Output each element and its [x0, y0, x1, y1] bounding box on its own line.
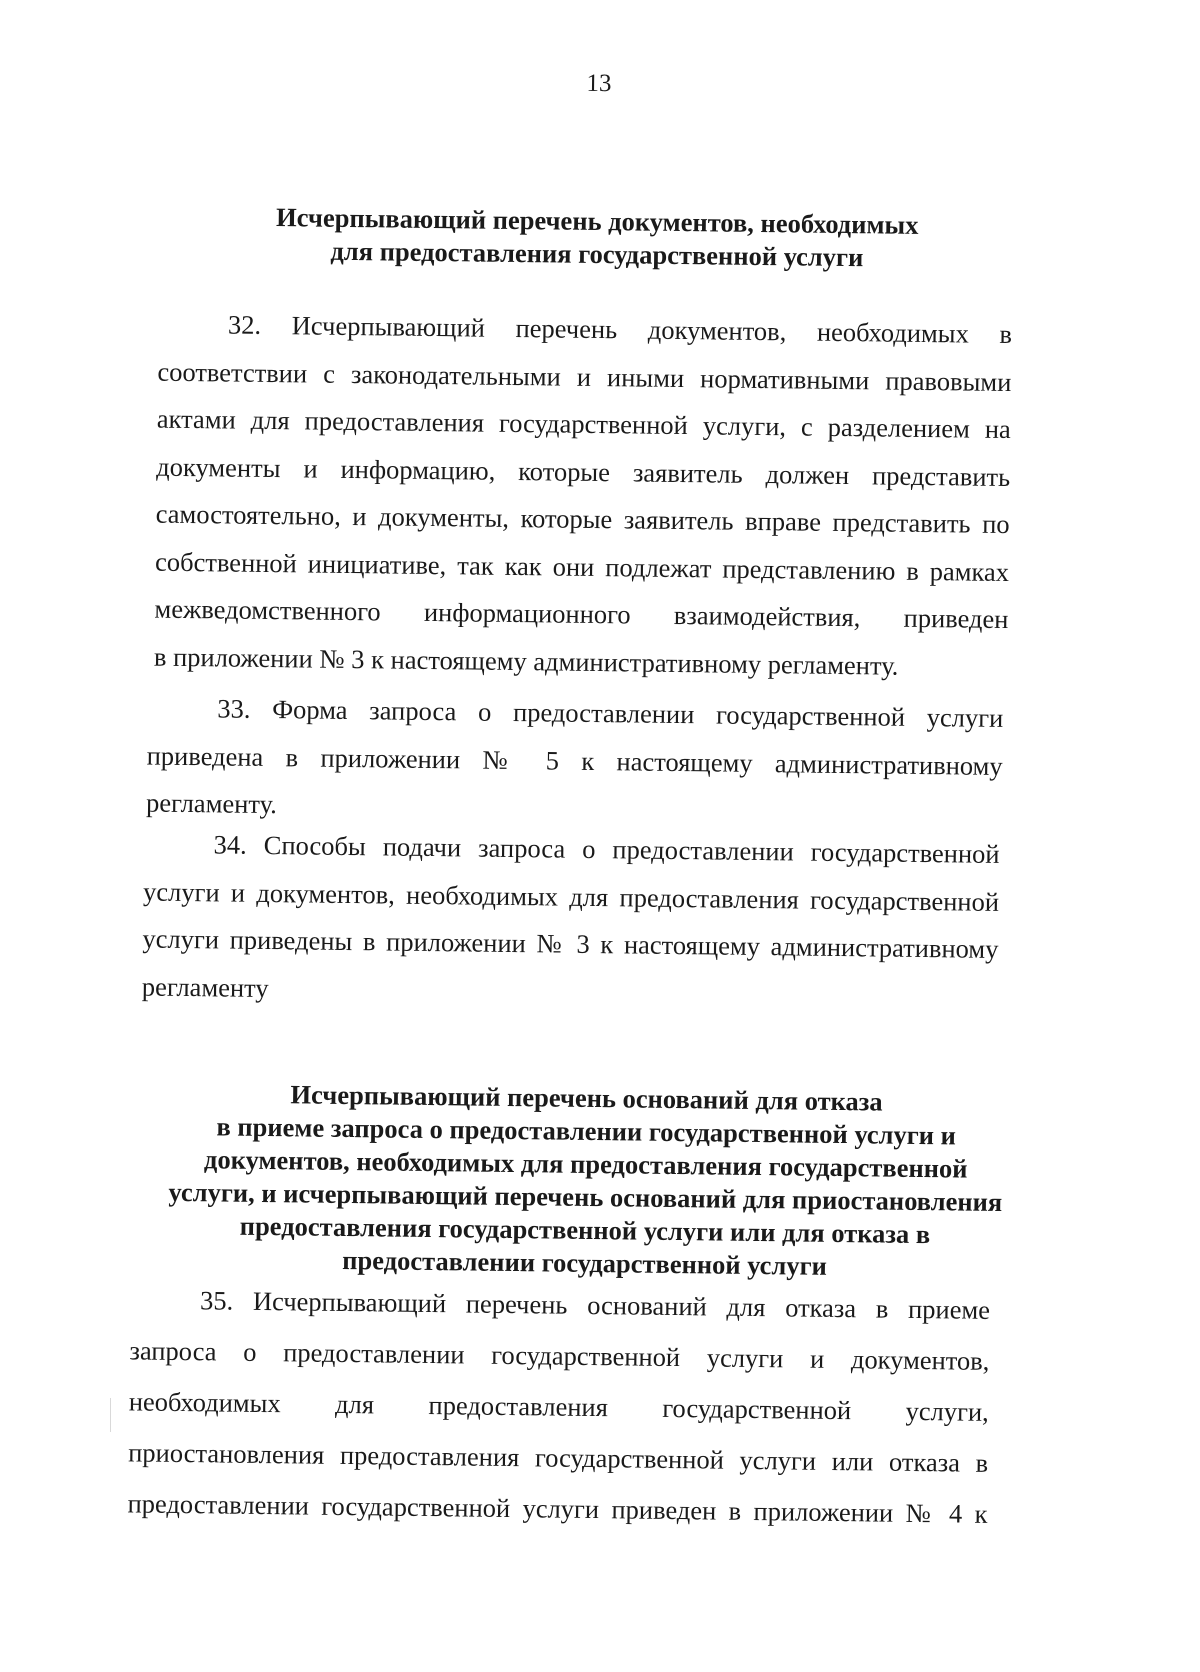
paragraph-line: 34. Способы подачи запроса о предоставлении государственной — [213, 829, 1000, 869]
paragraph-line: соответствии с законодательными и иными нормативными правовыми — [157, 356, 1012, 397]
paragraph-line: приостановления предоставления государственной услуги или отказа в — [128, 1437, 989, 1478]
paragraph-line: межведомственного информационного взаимодействия, приведен — [154, 593, 1009, 635]
paragraph-33 — [146, 685, 1004, 838]
heading-line: услуги, и исчерпывающий перечень оснований для приостановления — [168, 1176, 1003, 1218]
paragraph-line: запроса о предоставлении государственной услуги и документов, — [129, 1335, 990, 1376]
paragraph-line: необходимых для предоставления государственной услуги, — [128, 1386, 989, 1427]
heading-line: Исчерпывающий перечень документов, необходимых — [275, 202, 919, 240]
paragraph-34 — [142, 820, 1000, 1020]
paragraph-35 — [127, 1274, 990, 1539]
heading-line: документов, необходимых для предоставления государственной — [203, 1144, 968, 1184]
paragraph-line: услуги приведены в приложении № 3 к настоящему административному — [142, 923, 999, 964]
paragraph-line: документы и информацию, которые заявитель должен представить — [156, 451, 1011, 492]
paragraph-line: регламенту — [141, 970, 269, 1003]
heading-line: Исчерпывающий перечень оснований для отказа — [290, 1079, 883, 1117]
heading-line: предоставления государственной услуги или для отказа в — [239, 1210, 931, 1250]
heading-line: в приеме запроса о предоставлении государственной услуги и — [216, 1111, 957, 1151]
heading-line: для предоставления государственной услуги — [330, 235, 864, 273]
heading-line: предоставлении государственной услуги — [342, 1244, 828, 1281]
paragraph-line: 32. Исчерпывающий перечень документов, необходимых в — [227, 309, 1013, 350]
paragraph-32 — [154, 301, 1013, 691]
paragraph-line: актами для предоставления государственной услуги, с разделением на — [156, 403, 1011, 445]
scan-artifact-line — [110, 1398, 111, 1432]
section-heading-documents — [0, 198, 1197, 279]
paragraph-line: собственной инициативе, так как они подлежат представлению в рамках — [154, 546, 1010, 587]
paragraph-line: предоставлении государственной услуги приведен в приложении № 4 к — [127, 1488, 988, 1529]
paragraph-line: услуги и документов, необходимых для предоставления государственной — [142, 875, 1000, 917]
page-number: 13 — [586, 69, 612, 98]
paragraph-line: приведена в приложении № 5 к настоящему административному — [146, 740, 1003, 781]
paragraph-line: в приложении № 3 к настоящему административному регламенту. — [153, 641, 899, 681]
paragraph-line: 33. Форма запроса о предоставлении государственной услуги — [217, 693, 1004, 733]
section-heading-refusal-grounds — [0, 1075, 1187, 1288]
paragraph-line: самостоятельно, и документы, которые заявитель вправе представить по — [155, 498, 1010, 540]
paragraph-line: регламенту. — [145, 787, 278, 820]
paragraph-line: 35. Исчерпывающий перечень оснований для отказа в приеме — [199, 1285, 991, 1325]
